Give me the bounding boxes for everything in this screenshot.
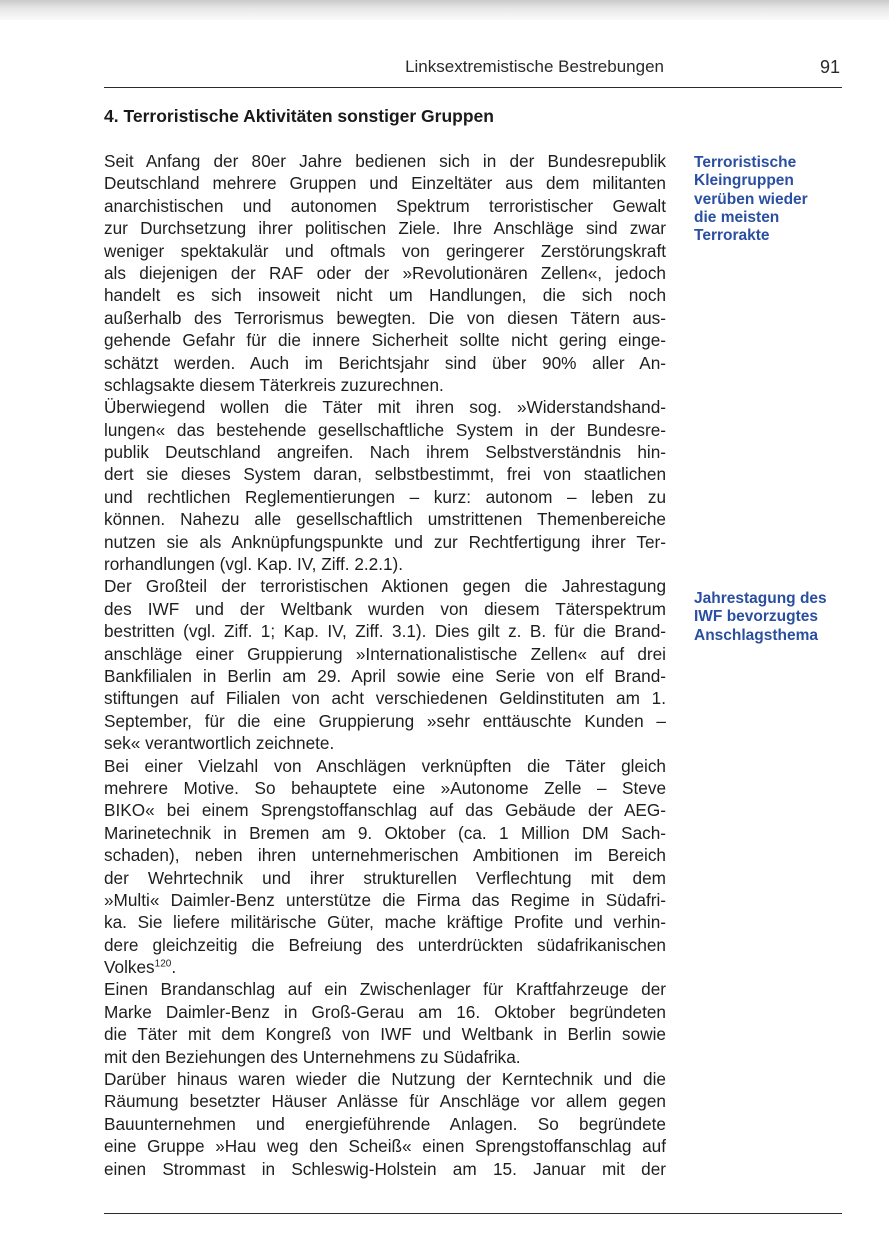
- body-line: einen Strommast in Schleswig-Holstein am 15. Januar mit der: [104, 1158, 666, 1179]
- body-line: mit den Beziehungen des Unternehmens zu Südafrika.: [104, 1046, 521, 1067]
- body-line: gehende Gefahr für die innere Sicherheit sollte nicht gering einge-: [104, 330, 666, 351]
- body-line: Bankfilialen in Berlin am 29. April sowie eine Serie von elf Brand-: [104, 665, 666, 686]
- margin-note-line: Anschlagsthema: [694, 626, 819, 644]
- body-line: schlagsakte diesem Täterkreis zuzurechnen.: [104, 374, 444, 395]
- margin-note-line: die meisten: [694, 208, 780, 226]
- footnote-reference[interactable]: 120: [154, 958, 172, 970]
- page-number: 91: [819, 57, 840, 77]
- margin-note-kleingruppen: [694, 154, 808, 245]
- header-rule: [104, 87, 842, 88]
- margin-note-iwf: [694, 590, 827, 645]
- body-line: als diejenigen der RAF oder der »Revolutionären Zellen«, jedoch: [104, 262, 666, 283]
- sentence-period: .: [171, 957, 177, 978]
- body-line: anarchistischen und autonomen Spektrum terroristischer Gewalt: [104, 195, 666, 216]
- body-line: lungen« das bestehende gesellschaftliche System in der Bundesre-: [104, 419, 666, 440]
- margin-note-line: Terrorakte: [694, 227, 770, 245]
- body-text: [104, 150, 666, 1180]
- footer-rule: [104, 1213, 842, 1214]
- margin-note-line: IWF bevorzugtes: [694, 608, 819, 626]
- margin-note-line: verüben wieder: [694, 190, 808, 208]
- margin-note-line: Terroristische: [694, 154, 797, 171]
- body-line: können. Nahezu alle gesellschaftlich umstrittenen Themenbereiche: [104, 509, 666, 530]
- running-header-title: Linksextremistische Bestrebungen: [405, 57, 664, 76]
- margin-note-line: Jahrestagung des: [694, 590, 827, 607]
- scan-edge-shadow: [0, 0, 889, 20]
- body-line: publik Deutschland angreifen. Nach ihrem Selbstverständnis hin-: [104, 442, 666, 463]
- body-line: Der Großteil der terroristischen Aktionen gegen die Jahrestagung: [104, 576, 666, 597]
- body-line: des IWF und der Weltbank wurden von diesem Täterspektrum: [104, 598, 666, 619]
- body-line: Überwiegend wollen die Täter mit ihren sog. »Widerstandshand-: [104, 397, 666, 418]
- body-line: der Wehrtechnik und ihrer strukturellen Verflechtung mit dem: [104, 867, 666, 888]
- body-line: Deutschland mehrere Gruppen und Einzeltäter aus dem militanten: [104, 173, 666, 194]
- body-line: mehrere Motive. So behauptete eine »Autonome Zelle – Steve: [104, 777, 666, 798]
- body-line: dert sie dieses System daran, selbstbestimmt, frei von staatlichen: [104, 464, 666, 485]
- body-line: schätzt werden. Auch im Berichtsjahr sind über 90% aller An-: [104, 352, 666, 373]
- body-line: Marinetechnik in Bremen am 9. Oktober (ca. 1 Million DM Sach-: [104, 822, 666, 843]
- body-line: Marke Daimler-Benz in Groß-Gerau am 16. Oktober begründeten: [104, 1001, 666, 1022]
- body-line: sek« verantwortlich zeichnete.: [104, 733, 335, 754]
- body-line: Räumung besetzter Häuser Anlässe für Anschläge vor allem gegen: [104, 1091, 666, 1112]
- body-line: nutzen sie als Anknüpfungspunkte und zur Rechtfertigung ihrer Ter-: [104, 531, 666, 552]
- body-line: handelt es sich insoweit nicht um Handlungen, die sich noch: [104, 285, 666, 306]
- body-line: rorhandlungen (vgl. Kap. IV, Ziff. 2.2.1).: [104, 554, 404, 575]
- body-line: schaden), neben ihren unternehmerischen Ambitionen im Bereich: [104, 845, 666, 866]
- body-line: ka. Sie liefere militärische Güter, mache kräftige Profite und verhin-: [104, 912, 666, 933]
- body-line: weniger spektakulär und oftmals von geringerer Zerstörungskraft: [104, 240, 666, 261]
- body-line: bestritten (vgl. Ziff. 1; Kap. IV, Ziff. 3.1). Dies gilt z. B. für die Brand-: [104, 621, 666, 642]
- body-line: BIKO« bei einem Sprengstoffanschlag auf das Gebäude der AEG-: [104, 800, 666, 821]
- body-line: anschläge einer Gruppierung »Internationalistische Zellen« auf drei: [104, 643, 666, 664]
- body-line: September, für die eine Gruppierung »sehr enttäuschte Kunden –: [104, 710, 666, 731]
- body-line-footnoted: [104, 956, 666, 978]
- body-line: Darüber hinaus waren wieder die Nutzung der Kerntechnik und die: [104, 1069, 666, 1090]
- body-line: dere gleichzeitig die Befreiung des unterdrückten südafrikanischen: [104, 934, 666, 955]
- body-line-text: Volkes: [104, 957, 155, 978]
- body-line: zur Durchsetzung ihrer politischen Ziele. Ihre Anschläge sind zwar: [104, 218, 666, 239]
- body-line: »Multi« Daimler-Benz unterstütze die Firma das Regime in Südafri-: [104, 889, 666, 910]
- body-line: Bauunternehmen und energieführende Anlagen. So begründete: [104, 1113, 666, 1134]
- body-line: stiftungen auf Filialen von acht verschiedenen Geldinstituten am 1.: [104, 688, 666, 709]
- margin-note-line: Kleingruppen: [694, 172, 794, 190]
- body-line: Seit Anfang der 80er Jahre bedienen sich in der Bundesrepublik: [104, 151, 666, 171]
- body-line: und rechtlichen Reglementierungen – kurz: autonom – leben zu: [104, 486, 666, 507]
- body-line: die Täter mit dem Kongreß von IWF und Weltbank in Berlin sowie: [104, 1024, 666, 1045]
- body-line: Bei einer Vielzahl von Anschlägen verknüpften die Täter gleich: [104, 755, 666, 776]
- body-line: eine Gruppe »Hau weg den Scheiß« einen Sprengstoffanschlag auf: [104, 1136, 666, 1157]
- body-line: Einen Brandanschlag auf ein Zwischenlager für Kraftfahrzeuge der: [104, 979, 666, 1000]
- body-line: außerhalb des Terrorismus bewegten. Die von diesen Tätern aus-: [104, 307, 666, 328]
- section-heading: 4. Terroristische Aktivitäten sonstiger Gruppen: [104, 106, 494, 126]
